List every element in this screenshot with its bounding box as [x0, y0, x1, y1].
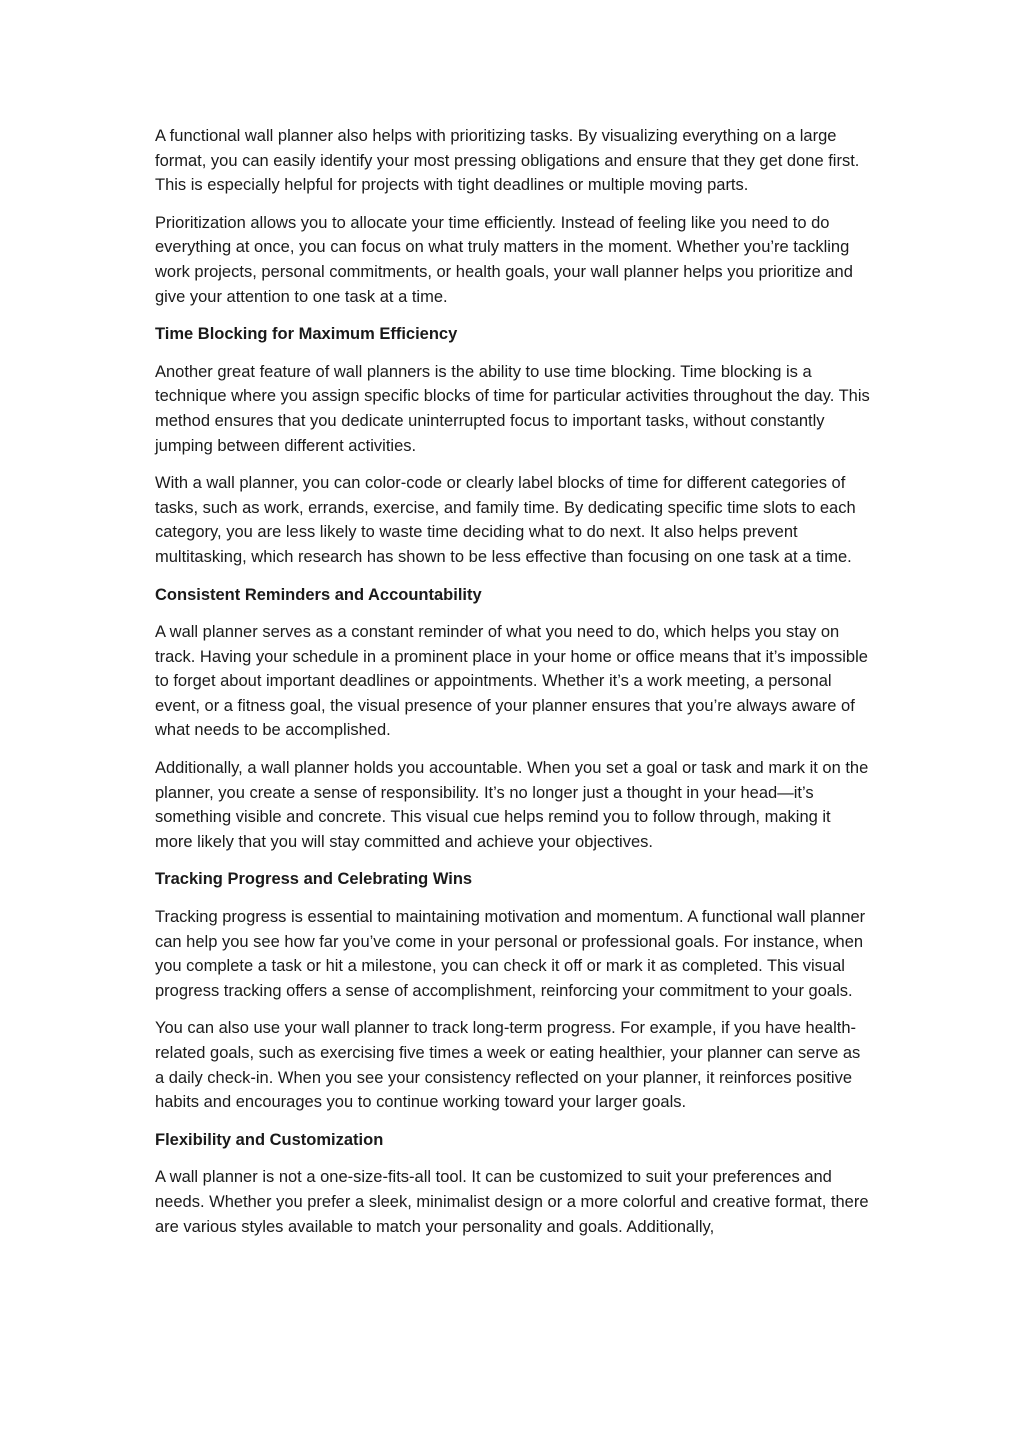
heading-flexibility: Flexibility and Customization	[155, 1130, 384, 1149]
document-page	[155, 124, 871, 1252]
paragraph-prioritizing: A functional wall planner also helps with prioritizing tasks. By visualizing everything on a large format, you can easily identify your most pressing obligations and ensure that they get done first. This is especially helpful for projects with tight deadlines or multiple moving parts.	[155, 127, 860, 195]
paragraph-time-blocking-intro: Another great feature of wall planners is the ability to use time blocking. Time blocking is a technique where you assign specific blocks of time for particular activities throughout the day. This method ensures that you dedicate uninterrupted focus to important tasks, without constantly jumping between different activities.	[155, 362, 870, 455]
paragraph-constant-reminder: A wall planner serves as a constant reminder of what you need to do, which helps you stay on track. Having your schedule in a prominent place in your home or office means that it’s impossible to forget about important deadlines or appointments. Whether it’s a work meeting, a personal event, or a fitness goal, the visual presence of your planner ensures that you’re always aware of what needs to be accomplished.	[155, 623, 868, 740]
paragraph-long-term-progress: You can also use your wall planner to track long-term progress. For example, if you have health-related goals, such as exercising five times a week or eating healthier, your planner can serve as a daily check-in. When you see your consistency reflected on your planner, it reinforces positive habits and encourages you to continue working toward your larger goals.	[155, 1019, 861, 1112]
paragraph-tracking-motivation: Tracking progress is essential to maintaining motivation and momentum. A functional wall planner can help you see how far you’ve come in your personal or professional goals. For instance, when you complete a task or hit a milestone, you can check it off or mark it as completed. This visual progress tracking offers a sense of accomplishment, reinforcing your commitment to your goals.	[155, 908, 866, 1000]
paragraph-prioritization: Prioritization allows you to allocate your time efficiently. Instead of feeling like you need to do everything at once, you can focus on what truly matters in the moment. Whether you’re tackling work projects, personal commitments, or health goals, your wall planner helps you prioritize and give your attention to one task at a time.	[155, 213, 853, 306]
paragraph-customization: A wall planner is not a one-size-fits-all tool. It can be customized to suit your preferences and needs. Whether you prefer a sleek, minimalist design or a more colorful and creative format, there are various styles available to match your personality and goals. Additionally,	[155, 1168, 869, 1236]
paragraph-accountability: Additionally, a wall planner holds you accountable. When you set a goal or task and mark it on the planner, you create a sense of responsibility. It’s no longer just a thought in your head—it’s something visible and concrete. This visual cue helps remind you to follow through, making it more likely that you will stay committed and achieve your objectives.	[155, 759, 869, 851]
paragraph-color-code: With a wall planner, you can color-code or clearly label blocks of time for different categories of tasks, such as work, errands, exercise, and family time. By dedicating specific time slots to each category, you are less likely to waste time deciding what to do next. It also helps prevent multitasking, which research has shown to be less effective than focusing on one task at a time.	[155, 474, 856, 566]
heading-reminders: Consistent Reminders and Accountability	[155, 585, 482, 604]
heading-time-blocking: Time Blocking for Maximum Efficiency	[155, 325, 458, 344]
heading-tracking-progress: Tracking Progress and Celebrating Wins	[155, 870, 473, 889]
